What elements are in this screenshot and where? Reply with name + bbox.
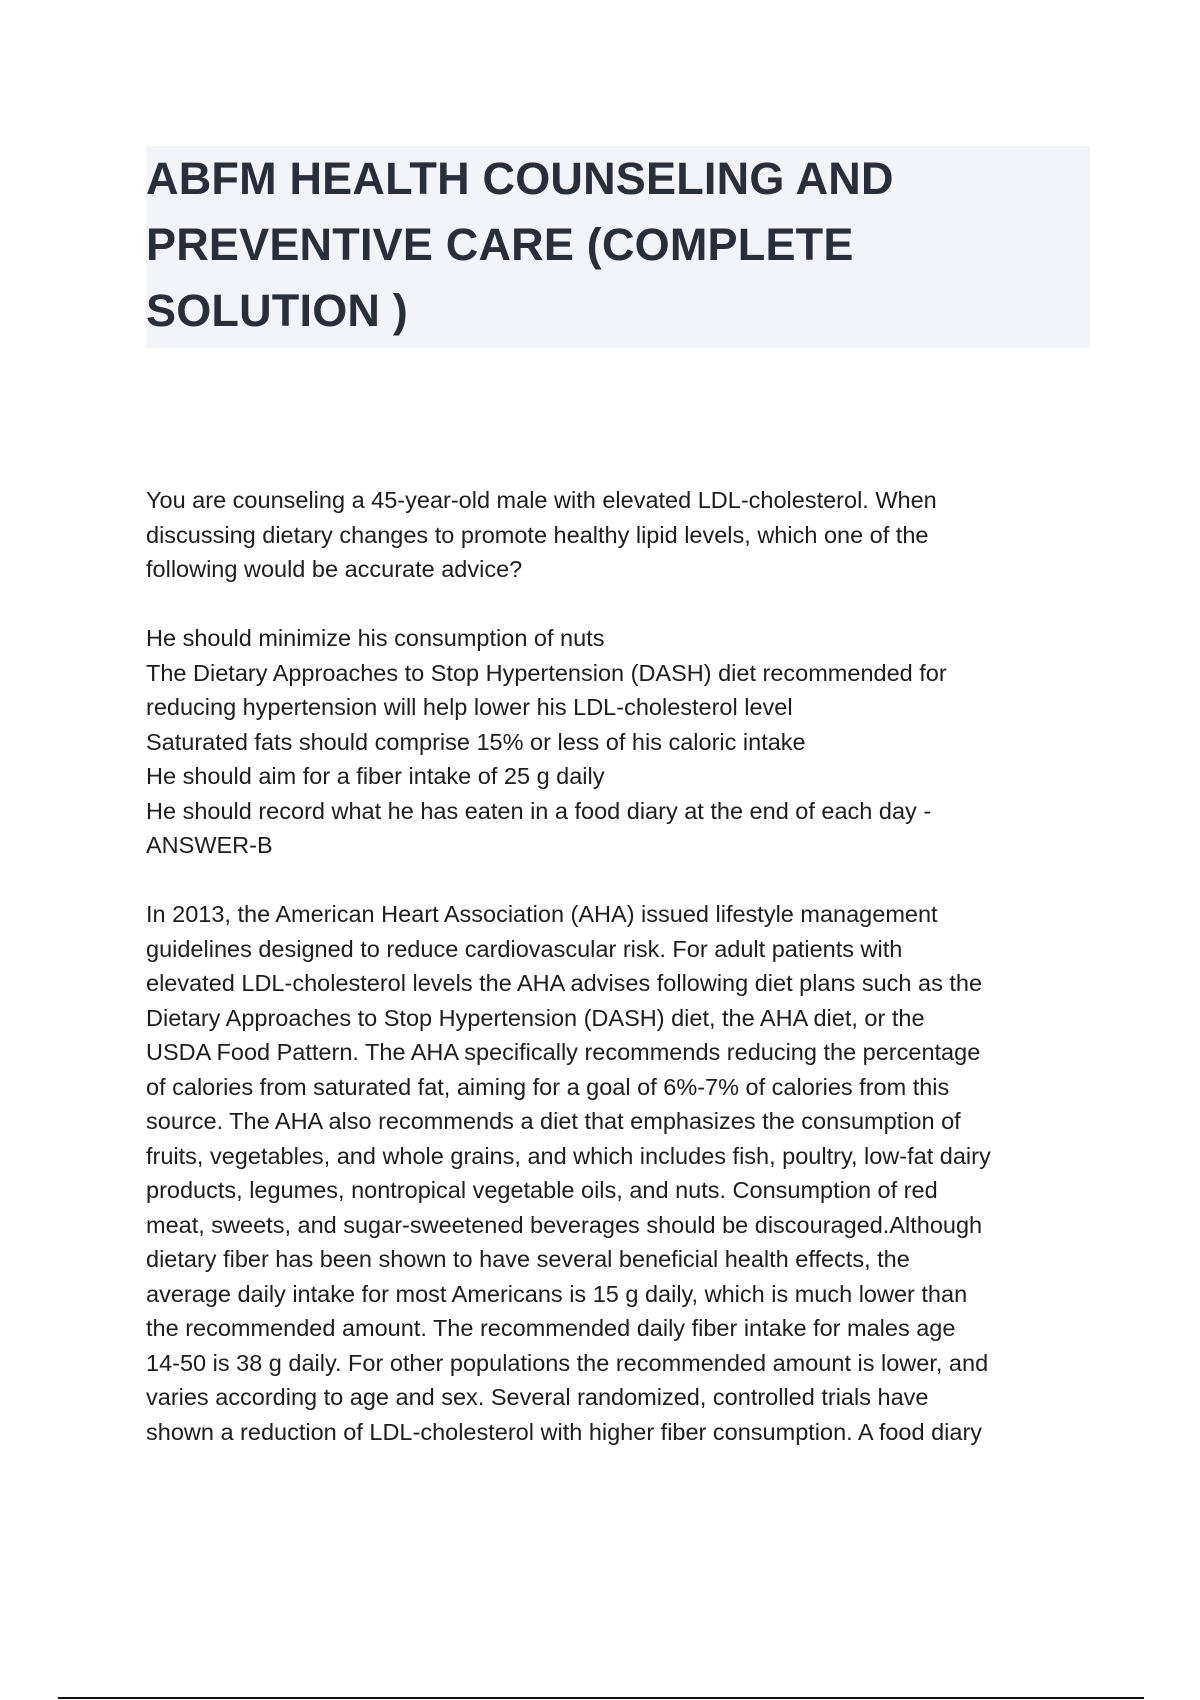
question-stem: You are counseling a 45-year-old male with elevated LDL-cholesterol. When discussing dietary changes to promote healthy lipid levels, which one of the following would be accurate advice? [146, 487, 937, 582]
paragraph-gap [146, 587, 1094, 622]
answer-option-b: The Dietary Approaches to Stop Hypertension (DASH) diet recommended for reducing hypertension will help lower his LDL-cholesterol level [146, 659, 947, 720]
page-bottom-rule [58, 1697, 1144, 1699]
answer-option-c: Saturated fats should comprise 15% or less of his caloric intake [146, 728, 806, 755]
document-body [146, 483, 1094, 1449]
answer-key: ANSWER-B [146, 832, 273, 858]
answer-option-a: He should minimize his consumption of nuts [146, 625, 605, 651]
answer-options [146, 621, 1094, 863]
answer-option-d: He should aim for a fiber intake of 25 g daily [146, 763, 605, 789]
document-title: ABFM HEALTH COUNSELING AND PREVENTIVE CARE (COMPLETE SOLUTION ) [146, 153, 894, 336]
title-block [146, 146, 1090, 348]
explanation-paragraph: In 2013, the American Heart Association (AHA) issued lifestyle management guidelines designed to reduce cardiovascular risk. For adult patients with elevated LDL-cholesterol levels the AHA advises following diet plans such as the Dietary Approaches to Stop Hypertension (DASH) diet, the AHA diet, or the USDA Food Pattern. The AHA specifically recommends reducing the percentage of calories from saturated fat, aiming for a goal of 6%-7% of calories from this source. The AHA also recommends a diet that emphasizes the consumption of fruits, vegetables, and whole grains, and which includes fish, poultry, low-fat dairy products, legumes, nontropical vegetable oils, and nuts. Consumption of red meat, sweets, and sugar-sweetened beverages should be discouraged.Although dietary fiber has been shown to have several beneficial health effects, the average daily intake for most Americans is 15 g daily, which is much lower than the recommended amount. The recommended daily fiber intake for males age 14-50 is 38 g daily. For other populations the recommended amount is lower, and varies according to age and sex. Several randomized, controlled trials have shown a reduction of LDL-cholesterol with higher fiber consumption. A food diary [146, 901, 991, 1445]
answer-option-e: He should record what he has eaten in a food diary at the end of each day - [146, 797, 932, 824]
paragraph-gap [146, 863, 1094, 898]
